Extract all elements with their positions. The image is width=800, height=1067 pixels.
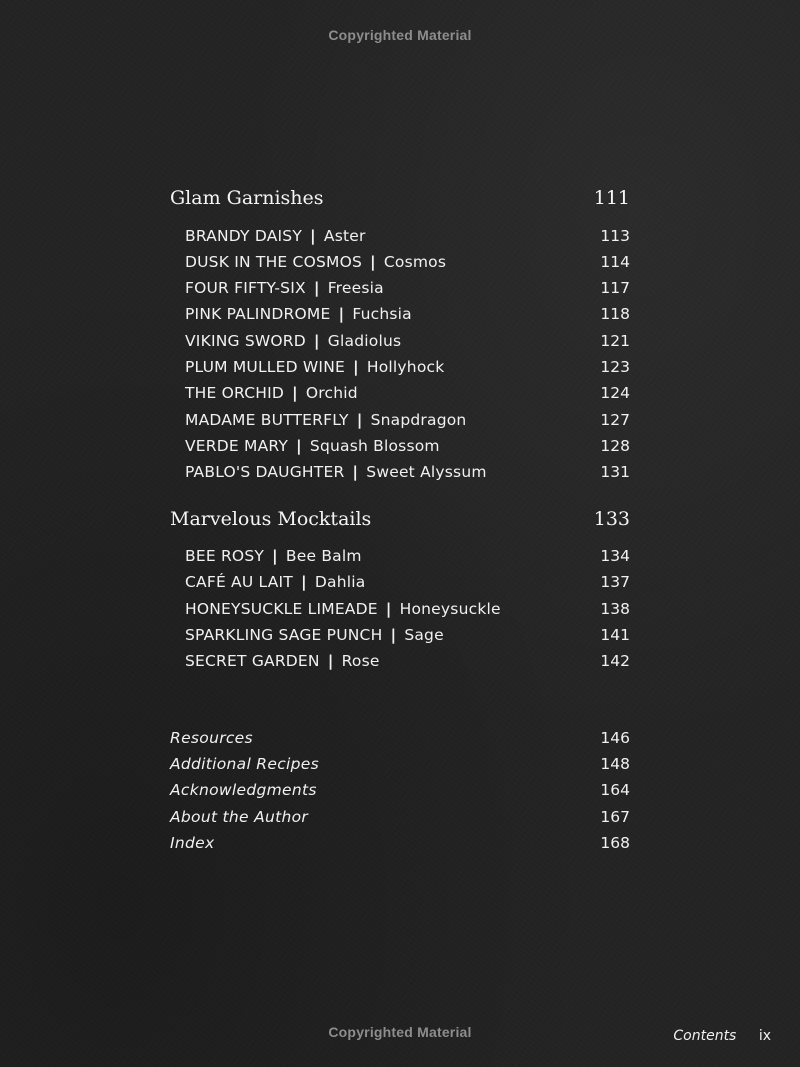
separator: | <box>352 463 359 481</box>
recipe-name: PLUM MULLED WINE <box>185 358 345 376</box>
separator: | <box>292 384 298 402</box>
page-number: 118 <box>600 305 630 323</box>
flower-name: Snapdragon <box>370 411 467 429</box>
flower-name: Dahlia <box>314 573 366 591</box>
back-matter-entry[interactable] <box>170 808 630 832</box>
flower-name: Fuchsia <box>352 305 412 323</box>
recipe-name: HONEYSUCKLE LIMEADE <box>185 600 378 618</box>
recipe-name: THE ORCHID <box>185 384 285 402</box>
back-matter-title: Additional Recipes <box>170 755 319 773</box>
watermark-top: Copyrighted Material <box>328 27 472 43</box>
toc-entry[interactable] <box>185 332 630 356</box>
back-matter-entry[interactable] <box>170 755 630 779</box>
separator: | <box>313 279 320 297</box>
recipe-name: CAFÉ AU LAIT <box>185 573 293 591</box>
toc-entry[interactable] <box>185 437 630 461</box>
page-number: 167 <box>600 808 630 826</box>
back-matter-title: Acknowledgments <box>170 781 317 799</box>
toc-entry[interactable] <box>185 358 630 382</box>
separator: | <box>370 253 376 271</box>
recipe-name: VIKING SWORD <box>185 332 306 350</box>
back-matter-entry[interactable] <box>170 834 630 858</box>
recipe-name: PINK PALINDROME <box>185 305 331 323</box>
flower-name: Honeysuckle <box>399 600 501 618</box>
page-number: 113 <box>600 227 630 245</box>
page-footer <box>673 1028 771 1044</box>
toc-entry[interactable] <box>185 305 630 329</box>
page-number: 142 <box>600 652 630 670</box>
separator: | <box>385 600 392 618</box>
recipe-name: DUSK IN THE COSMOS <box>185 253 363 271</box>
recipe-name: BRANDY DAISY <box>185 227 303 245</box>
page-number: 131 <box>600 463 630 481</box>
flower-name: Aster <box>323 227 366 245</box>
section-page-number: 133 <box>593 508 630 530</box>
toc-entry[interactable] <box>185 626 630 650</box>
page-number: 123 <box>600 358 630 376</box>
toc-entry[interactable] <box>185 652 630 676</box>
separator: | <box>356 411 363 429</box>
flower-name: Hollyhock <box>366 358 445 376</box>
recipe-name: PABLO'S DAUGHTER <box>185 463 345 481</box>
footer-page-number: ix <box>758 1028 771 1044</box>
page-number: 164 <box>600 781 630 799</box>
flower-name: Rose <box>341 652 380 670</box>
toc-entry[interactable] <box>185 227 630 251</box>
toc-entry[interactable] <box>185 463 630 487</box>
page-number: 114 <box>600 253 630 271</box>
section-header-marvelous-mocktails[interactable] <box>170 508 630 538</box>
toc-entry[interactable] <box>185 384 630 408</box>
page-number: 127 <box>600 411 630 429</box>
section-page-number: 111 <box>593 187 630 209</box>
recipe-name: MADAME BUTTERFLY <box>185 411 349 429</box>
page-number: 137 <box>600 573 630 591</box>
recipe-name: VERDE MARY <box>185 437 289 455</box>
back-matter-entry[interactable] <box>170 781 630 805</box>
watermark-bottom: Copyrighted Material <box>328 1024 472 1040</box>
flower-name: Orchid <box>305 384 358 402</box>
separator: | <box>296 437 302 455</box>
back-matter-entry[interactable] <box>170 729 630 753</box>
flower-name: Sweet Alyssum <box>366 463 487 481</box>
back-matter-title: Resources <box>170 729 253 747</box>
toc-entry[interactable] <box>185 411 630 435</box>
page-number: 128 <box>600 437 630 455</box>
footer-label: Contents <box>673 1028 737 1044</box>
recipe-name: SPARKLING SAGE PUNCH <box>185 626 383 644</box>
recipe-name: BEE ROSY <box>185 547 265 565</box>
toc-entry[interactable] <box>185 573 630 597</box>
toc-entry[interactable] <box>185 279 630 303</box>
separator: | <box>272 547 278 565</box>
page-number: 148 <box>600 755 630 773</box>
page-number: 134 <box>600 547 630 565</box>
separator: | <box>353 358 359 376</box>
flower-name: Sage <box>404 626 444 644</box>
page-number: 146 <box>600 729 630 747</box>
separator: | <box>338 305 345 323</box>
page-number: 124 <box>600 384 630 402</box>
separator: | <box>390 626 397 644</box>
separator: | <box>313 332 320 350</box>
separator: | <box>300 573 307 591</box>
recipe-name: SECRET GARDEN <box>185 652 320 670</box>
section-header-glam-garnishes[interactable] <box>170 187 630 217</box>
page-number: 117 <box>600 279 630 297</box>
recipe-name: FOUR FIFTY-SIX <box>185 279 306 297</box>
back-matter-title: About the Author <box>170 808 309 826</box>
toc-entry[interactable] <box>185 253 630 277</box>
section-title: Marvelous Mocktails <box>170 508 372 530</box>
back-matter-title: Index <box>170 834 215 852</box>
page-number: 141 <box>600 626 630 644</box>
flower-name: Bee Balm <box>285 547 362 565</box>
section-title: Glam Garnishes <box>170 187 324 209</box>
page-number: 168 <box>600 834 630 852</box>
flower-name: Squash Blossom <box>309 437 440 455</box>
toc-entry[interactable] <box>185 547 630 571</box>
toc-entry[interactable] <box>185 600 630 624</box>
separator: | <box>310 227 316 245</box>
flower-name: Gladiolus <box>327 332 402 350</box>
page-number: 121 <box>600 332 630 350</box>
flower-name: Freesia <box>327 279 384 297</box>
separator: | <box>327 652 334 670</box>
page-number: 138 <box>600 600 630 618</box>
flower-name: Cosmos <box>383 253 447 271</box>
